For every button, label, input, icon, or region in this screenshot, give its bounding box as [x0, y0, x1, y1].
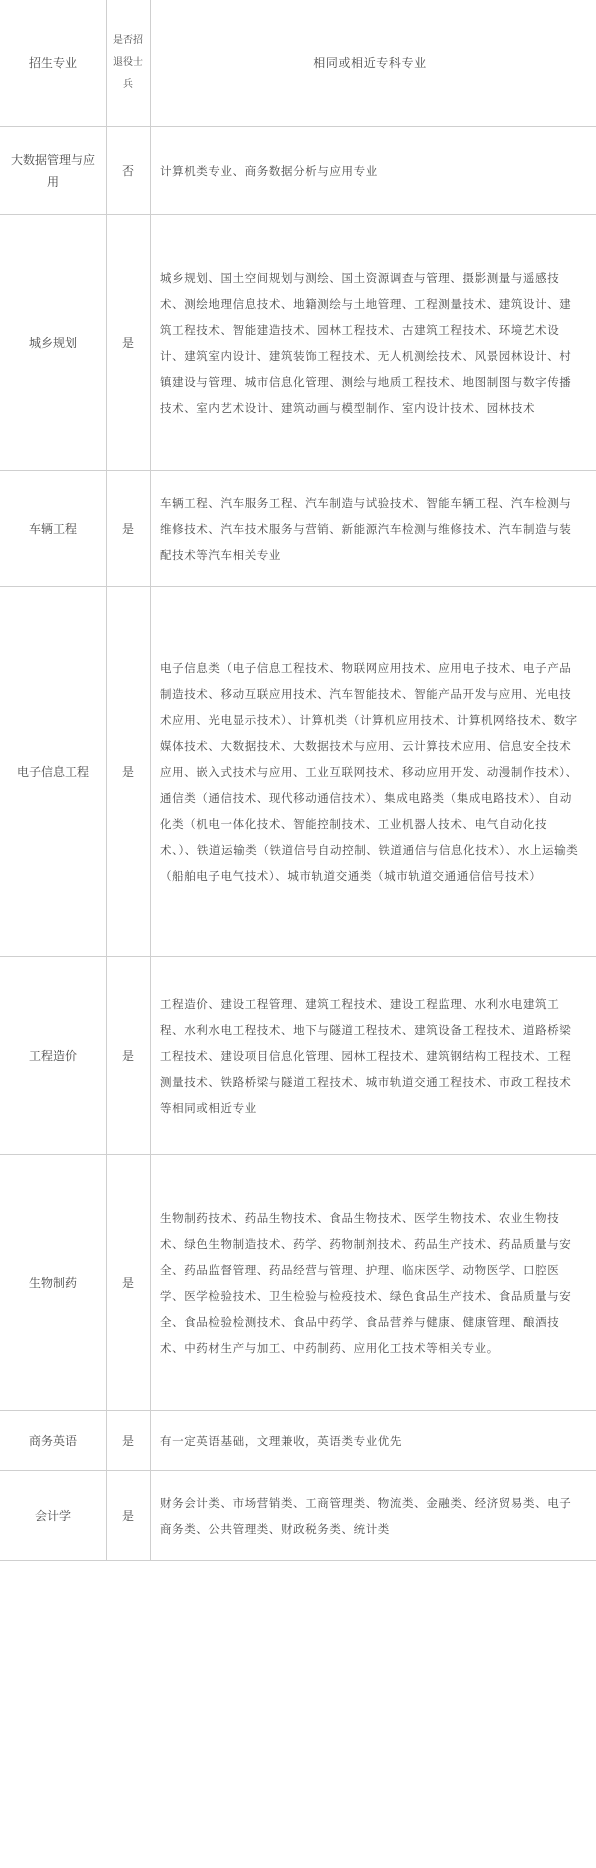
header-related-majors: 相同或相近专科专业: [313, 56, 427, 70]
table-row: [0, 126, 596, 214]
header-major: 招生专业: [28, 56, 77, 70]
table-row: [0, 214, 596, 470]
veteran-flag: 是: [121, 336, 134, 350]
major-name: 生物制药: [28, 1275, 77, 1290]
related-majors: 财务会计类、市场营销类、工商管理类、物流类、金融类、经济贸易类、电子商务类、公共管理类、财政税务类、统计类: [160, 1495, 572, 1536]
table-row: [0, 956, 596, 1154]
related-majors: 城乡规划、国土空间规划与测绘、国土资源调查与管理、摄影测量与遥感技术、测绘地理信息技术、地籍测绘与土地管理、工程测量技术、建筑设计、建筑工程技术、智能建造技术、园林工程技术、古建筑工程技术、环境艺术设计、建筑室内设计、建筑装饰工程技术、无人机测绘技术、风景园林设计、村镇建设与管理、城市信息化管理、测绘与地质工程技术、地图制图与数字传播技术、室内艺术设计、建筑动画与模型制作、室内设计技术、园林技术: [160, 270, 572, 415]
major-name: 大数据管理与应用: [10, 152, 95, 189]
major-name: 工程造价: [28, 1048, 77, 1063]
major-name: 会计学: [34, 1508, 71, 1523]
table-row: [0, 1410, 596, 1470]
related-majors: 电子信息类（电子信息工程技术、物联网应用技术、应用电子技术、电子产品制造技术、移动互联应用技术、汽车智能技术、智能产品开发与应用、光电技术应用、光电显示技术）、计算机类（计算机应用技术、计算机网络技术、数字媒体技术、大数据技术、大数据技术与应用、云计算技术应用、信息安全技术应用、嵌入式技术与应用、工业互联网技术、移动应用开发、动漫制作技术）、通信类（通信技术、现代移动通信技术）、集成电路类（集成电路技术）、自动化类（机电一体化技术、智能控制技术、工业机器人技术、电气自动化技术、）、铁道运输类（铁道信号自动控制、铁道通信与信息化技术）、水上运输类（船舶电子电气技术）、城市轨道交通类（城市轨道交通通信信号技术）: [160, 660, 579, 883]
veteran-flag: 是: [121, 1276, 134, 1290]
major-name: 商务英语: [28, 1433, 77, 1448]
table-row: [0, 1154, 596, 1410]
related-majors: 有一定英语基础，文理兼收，英语类专业优先: [160, 1433, 402, 1448]
veteran-flag: 是: [121, 522, 134, 536]
veteran-flag: 是: [121, 1434, 134, 1448]
column-divider: [106, 0, 107, 1560]
header-veteran: 是否招退役士兵: [113, 35, 143, 90]
table-row: [0, 470, 596, 586]
table-row: [0, 1470, 596, 1560]
major-name: 电子信息工程: [16, 764, 89, 779]
related-majors: 车辆工程、汽车服务工程、汽车制造与试验技术、智能车辆工程、汽车检测与维修技术、汽车技术服务与营销、新能源汽车检测与维修技术、汽车制造与装配技术等汽车相关专业: [160, 495, 572, 562]
related-majors: 计算机类专业、商务数据分析与应用专业: [160, 163, 378, 178]
related-majors: 工程造价、建设工程管理、建筑工程技术、建设工程监理、水利水电建筑工程、水利水电工程技术、地下与隧道工程技术、建筑设备工程技术、道路桥梁工程技术、建设项目信息化管理、园林工程技术、建筑钢结构工程技术、工程测量技术、铁路桥梁与隧道工程技术、城市轨道交通工程技术、市政工程技术等相同或相近专业: [160, 996, 572, 1115]
major-name: 车辆工程: [28, 521, 77, 536]
related-majors: 生物制药技术、药品生物技术、食品生物技术、医学生物技术、农业生物技术、绿色生物制造技术、药学、药物制剂技术、药品生产技术、药品质量与安全、药品监督管理、药品经营与管理、护理、临床医学、动物医学、口腔医学、医学检验技术、卫生检验与检疫技术、绿色食品生产技术、食品质量与安全、食品检验检测技术、食品中药学、食品营养与健康、健康管理、酿酒技术、中药材生产与加工、中药制药、应用化工技术等相关专业。: [160, 1210, 572, 1355]
veteran-flag: 是: [121, 765, 134, 779]
table-row: [0, 586, 596, 956]
veteran-flag: 否: [121, 164, 134, 178]
column-divider: [150, 0, 151, 1560]
major-name: 城乡规划: [28, 335, 77, 350]
table-bottom-border: [0, 1560, 596, 1561]
veteran-flag: 是: [121, 1509, 134, 1523]
veteran-flag: 是: [121, 1049, 134, 1063]
table-header-row: [0, 0, 596, 126]
